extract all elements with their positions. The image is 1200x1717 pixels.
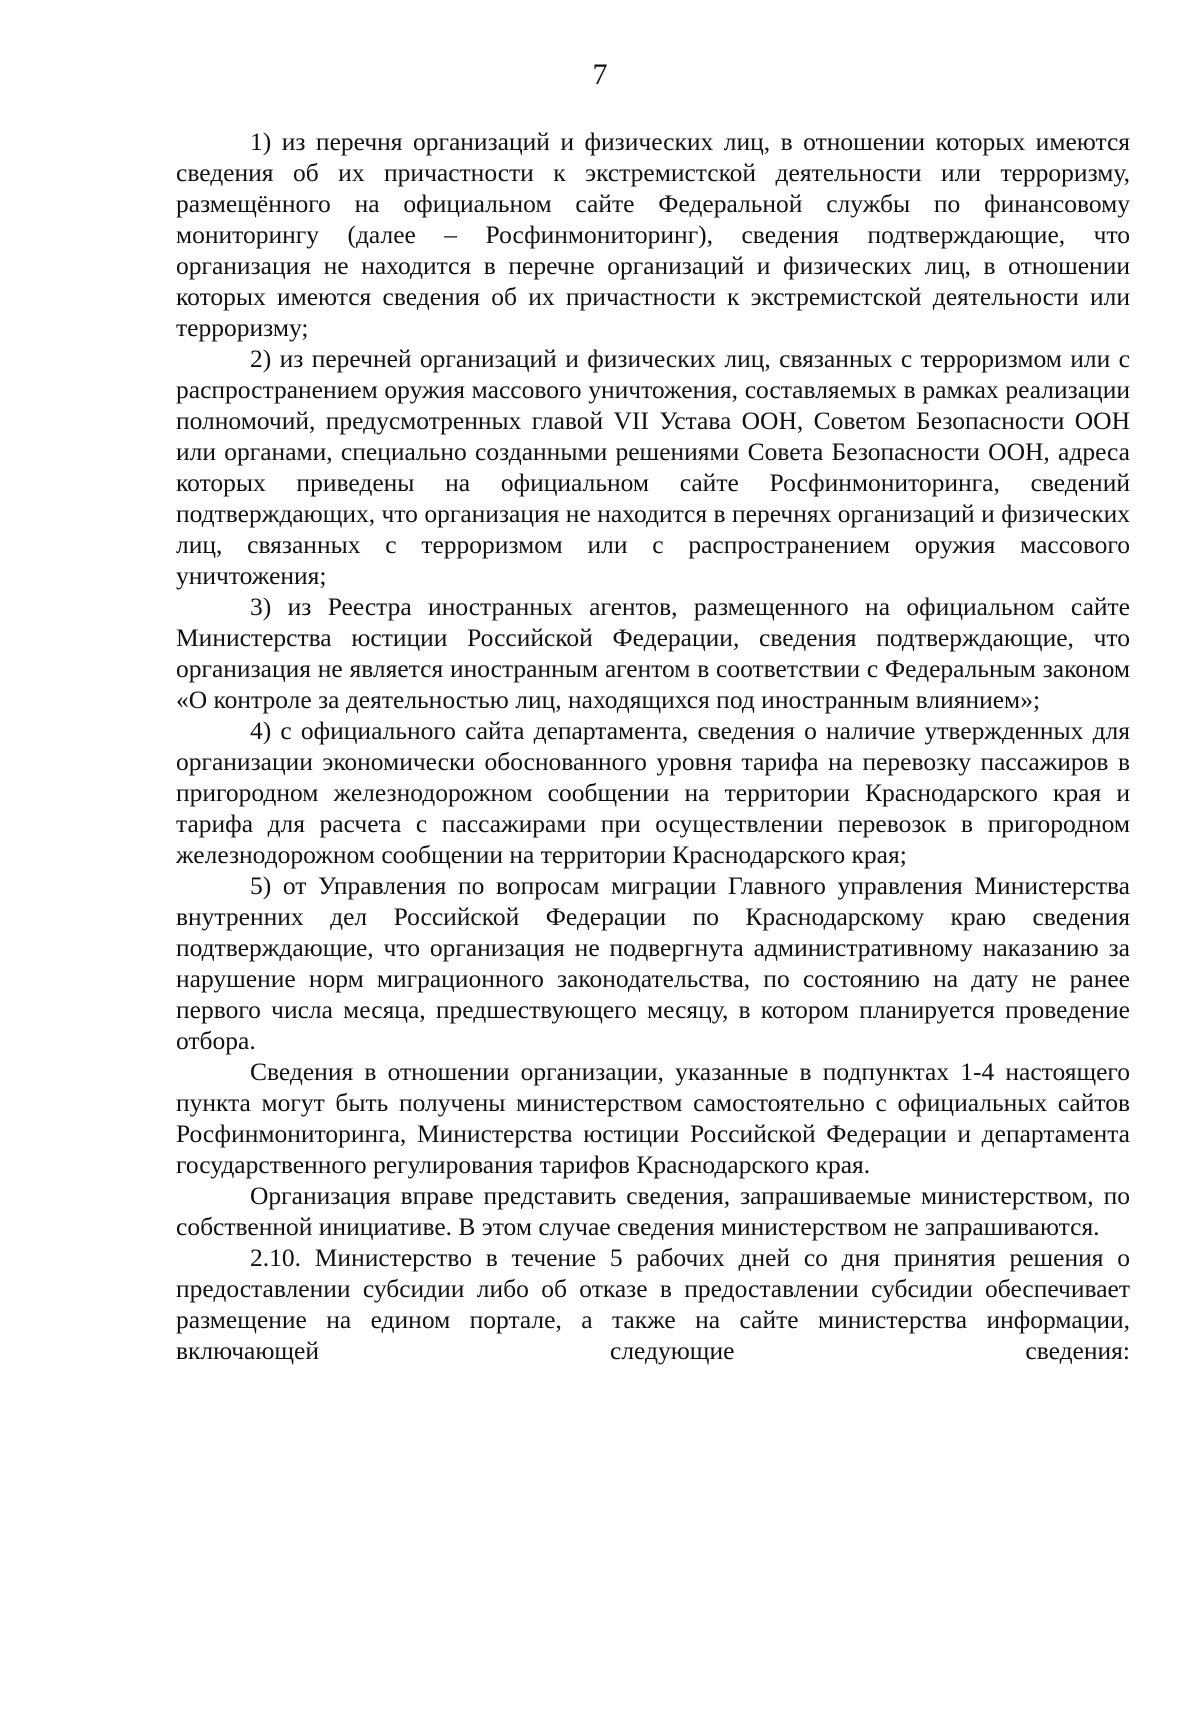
document-body <box>176 126 1130 1366</box>
paragraph-item-3: 3) из Реестра иностранных агентов, размещенного на официальном сайте Министерства юстиции Российской Федерации, сведения подтверждающие, что организация не является иностранным агентом в соответствии с Федеральным законом «О контроле за деятельностью лиц, находящихся под иностранным влиянием»; <box>176 592 1130 714</box>
page-number: 7 <box>592 58 608 91</box>
paragraph-own-initiative: Организация вправе представить сведения, запрашиваемые министерством, по собственной инициативе. В этом случае сведения министерством не запрашиваются. <box>176 1181 1130 1241</box>
paragraph-info-sources: Сведения в отношении организации, указанные в подпунктах 1-4 настоящего пункта могут быть получены министерством самостоятельно с официальных сайтов Росфинмониторинга, Министерства юстиции Российской Федерации и департамента государственного регулирования тарифов Краснодарского края. <box>176 1057 1130 1179</box>
paragraph-item-5: 5) от Управления по вопросам миграции Главного управления Министерства внутренних дел Российской Федерации по Краснодарскому краю сведения подтверждающие, что организация не подвергнута административному наказанию за нарушение норм миграционного законодательства, по состоянию на дату не ранее первого числа месяца, предшествующего месяцу, в котором планируется проведение отбора. <box>176 871 1130 1055</box>
paragraph-item-4: 4) с официального сайта департамента, сведения о наличие утвержденных для организации экономически обоснованного уровня тарифа на перевозку пассажиров в пригородном железнодорожном сообщении на территории Краснодарского края и тарифа для расчета с пассажирами при осуществлении перевозок в пригородном железнодорожном сообщении на территории Краснодарского края; <box>176 716 1130 869</box>
paragraph-item-2: 2) из перечней организаций и физических лиц, связанных с терроризмом или с распространением оружия массового уничтожения, составляемых в рамках реализации полномочий, предусмотренных главой VII Устава ООН, Советом Безопасности ООН или органами, специально созданными решениями Совета Безопасности ООН, адреса которых приведены на официальном сайте Росфинмониторинга, сведений подтверждающих, что организация не находится в перечнях организаций и физических лиц, связанных с терроризмом или с распространением оружия массового уничтожения; <box>176 344 1130 590</box>
paragraph-item-1: 1) из перечня организаций и физических лиц, в отношении которых имеются сведения об их причастности к экстремистской деятельности или терроризму, размещённого на официальном сайте Федеральной службы по финансовому мониторингу (далее – Росфинмониторинг), сведения подтверждающие, что организация не находится в перечне организаций и физических лиц, в отношении которых имеются сведения об их причастности к экстремистской деятельности или терроризму; <box>176 127 1130 342</box>
paragraph-2-10: 2.10. Министерство в течение 5 рабочих дней со дня принятия решения о предоставлении субсидии либо об отказе в предоставлении субсидии обеспечивает размещение на едином портале, а также на сайте министерства информации, включающей следующие сведения: <box>176 1243 1130 1365</box>
